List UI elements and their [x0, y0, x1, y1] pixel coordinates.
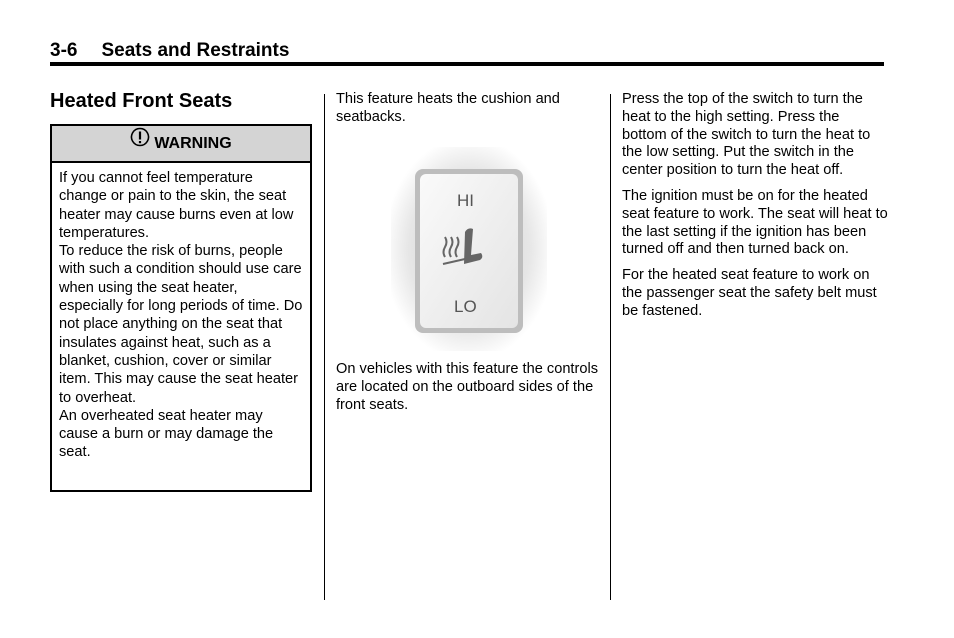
column-3 — [622, 91, 888, 329]
switch-hi-label: HI — [457, 191, 474, 210]
switch-lo-label: LO — [454, 297, 477, 316]
section-title: Heated Front Seats — [50, 90, 233, 112]
warning-paragraph: To reduce the risk of burns, people with such a condition should use care when using the seat heater, especially for long periods of time. Do not place anything on the seat that insulates against heat, such as a blanket, cushion, cover or similar item. This may cause the seat heater to overheat. — [59, 243, 303, 406]
page-number: 3-6 — [50, 40, 78, 61]
warning-label: WARNING — [154, 135, 232, 152]
ignition-note: The ignition must be on for the heated seat feature to work. The seat will heat to the last setting if the ignition has been turned off and then turned back on. — [622, 187, 888, 258]
header-rule — [50, 62, 884, 66]
warning-body — [52, 163, 310, 462]
column-2-location-note — [336, 361, 602, 414]
warning-paragraph: An overheated seat heater may cause a burn or may damage the seat. — [59, 407, 274, 461]
warning-box — [50, 124, 312, 492]
column-divider-1 — [324, 94, 325, 600]
location-note-text: On vehicles with this feature the controls are located on the outboard sides of the front seats. — [336, 361, 599, 413]
switch-instructions: Press the top of the switch to turn the heat to the high setting. Press the bottom of the switch to turn the heat to the low setting. Put the switch in the center position to turn the heat off. — [622, 91, 871, 179]
passenger-seat-note: For the heated seat feature to work on the passenger seat the safety belt must be fastened. — [622, 267, 877, 319]
intro-text: This feature heats the cushion and seatbacks. — [336, 91, 560, 125]
chapter-title: Seats and Restraints — [101, 40, 290, 61]
column-divider-2 — [610, 94, 611, 600]
seat-heater-switch-figure — [391, 147, 547, 351]
page-header — [50, 38, 884, 64]
warning-paragraph: If you cannot feel temperature change or pain to the skin, the seat heater may cause burns even at low temperatures. — [59, 170, 294, 241]
column-2-intro — [336, 91, 602, 127]
warning-exclamation-icon — [130, 125, 150, 160]
warning-header — [52, 126, 310, 163]
